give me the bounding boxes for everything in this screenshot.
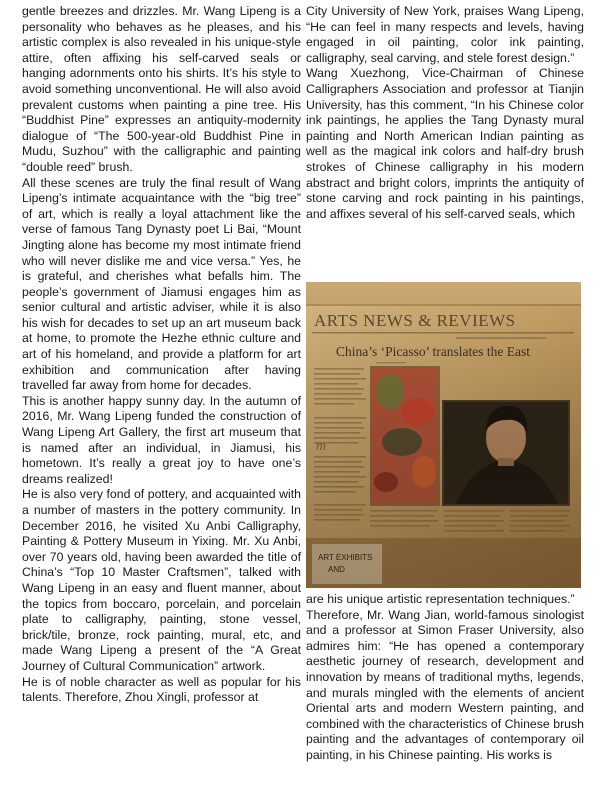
newspaper-photo-drawing (306, 282, 581, 588)
right-column-top (306, 4, 584, 222)
paragraph: City University of New York, praises Wang Lipeng, “He can feel in many respects and levels, having engaged in oil painting, color ink painting, calligraphy, seal carving, and stele forest design.” (306, 4, 584, 65)
paragraph: are his unique artistic representation techniques.” (306, 592, 575, 606)
paragraph: Wang Xuezhong, Vice-Chairman of Chinese Calligraphers Association and professor at Tianjin University, has this comment, “In his Chinese color ink paintings, he applies the Tang Dynasty mural painting and North American Indian painting as well as the magical ink colors and half-dry brush strokes of Chinese calligraphy in his modern abstract and bright colors, imprints the antiquity of stone carving and rock painting in his paintings, and affixes several of his self-carved seals, which (306, 66, 584, 221)
paragraph: This is another happy sunny day. In the autumn of 2016, Mr. Wang Lipeng funded the construction of Wang Lipeng Art Gallery, the first art museum that is named after an individual, in Jiamusi, his hometown. It’s really a great joy to have one’s dreams realized! (22, 393, 301, 486)
paragraph: All these scenes are truly the final result of Wang Lipeng’s intimate acquaintance with the “big tree” of art, which is really a loyal attachment like the verse of famous Tang Dynasty poet Li Bai, “Mount Jingting alone has become my most intimate friend who will never dislike me and vice versa.” Yes, he is grateful, and cherishes what befalls him. The people’s government of Jiamusi engages him as senior cultural and artistic adviser, while it is also his wish for decades to set up an art museum back at home, to promote the Hezhe ethnic culture and art of his homeland, and provide a platform for art exhibition and communication after having travelled far away from home for decades. (22, 175, 301, 393)
left-column (22, 4, 301, 706)
right-column-bottom (306, 592, 584, 764)
paragraph: Therefore, Mr. Wang Jian, world-famous sinologist and a professor at Simon Fraser University, also admires him: “He has opened a contemporary aesthetic journey of research, development and innovation by means of traditional myths, legends, and murals mingled with the elements of ancient Oriental arts and modern Western painting, and combined with the characteristics of Chinese brush painting and the advantages of contemporary oil painting, in his Chinese painting. His works is (306, 607, 584, 762)
paragraph: He is of noble character as well as popular for his talents. Therefore, Zhou Xingli, professor at (22, 674, 301, 705)
paragraph: gentle breezes and drizzles. Mr. Wang Lipeng is a personality who behaves as he pleases, and his artistic complex is also revealed in his unique-style attire, often affixing his self-carved seals or hanging adornments onto his shirts. It’s his style to avoid something unconventional. He will also avoid prevalent customs when painting a pine tree. His “Buddhist Pine” expresses an antiquity-modernity dialogue of “The 500-year-old Buddhist Pine in Mudu, Suzhou” with the calligraphic and painting “double reed” brush. (22, 4, 301, 174)
paragraph: He is also very fond of pottery, and acquainted with a number of masters in the pottery community. In December 2016, he visited Xu Anbi Calligraphy, Painting & Pottery Museum in Yixing. Mr. Xu Anbi, over 70 years old, having been awarded the title of China’s “Top 10 Master Craftsmen”, talked with Wang Lipeng in an easy and fluent manner, about the topics from boccaro, porcelain, and porcelain plate to calligraphy, painting, stone vessel, brick/tile, bronze, rock painting, mural, etc, and made Wang Lipeng a present of the “A Great Journey of Cultural Communication” artwork. (22, 487, 301, 673)
newspaper-photo (306, 282, 581, 588)
